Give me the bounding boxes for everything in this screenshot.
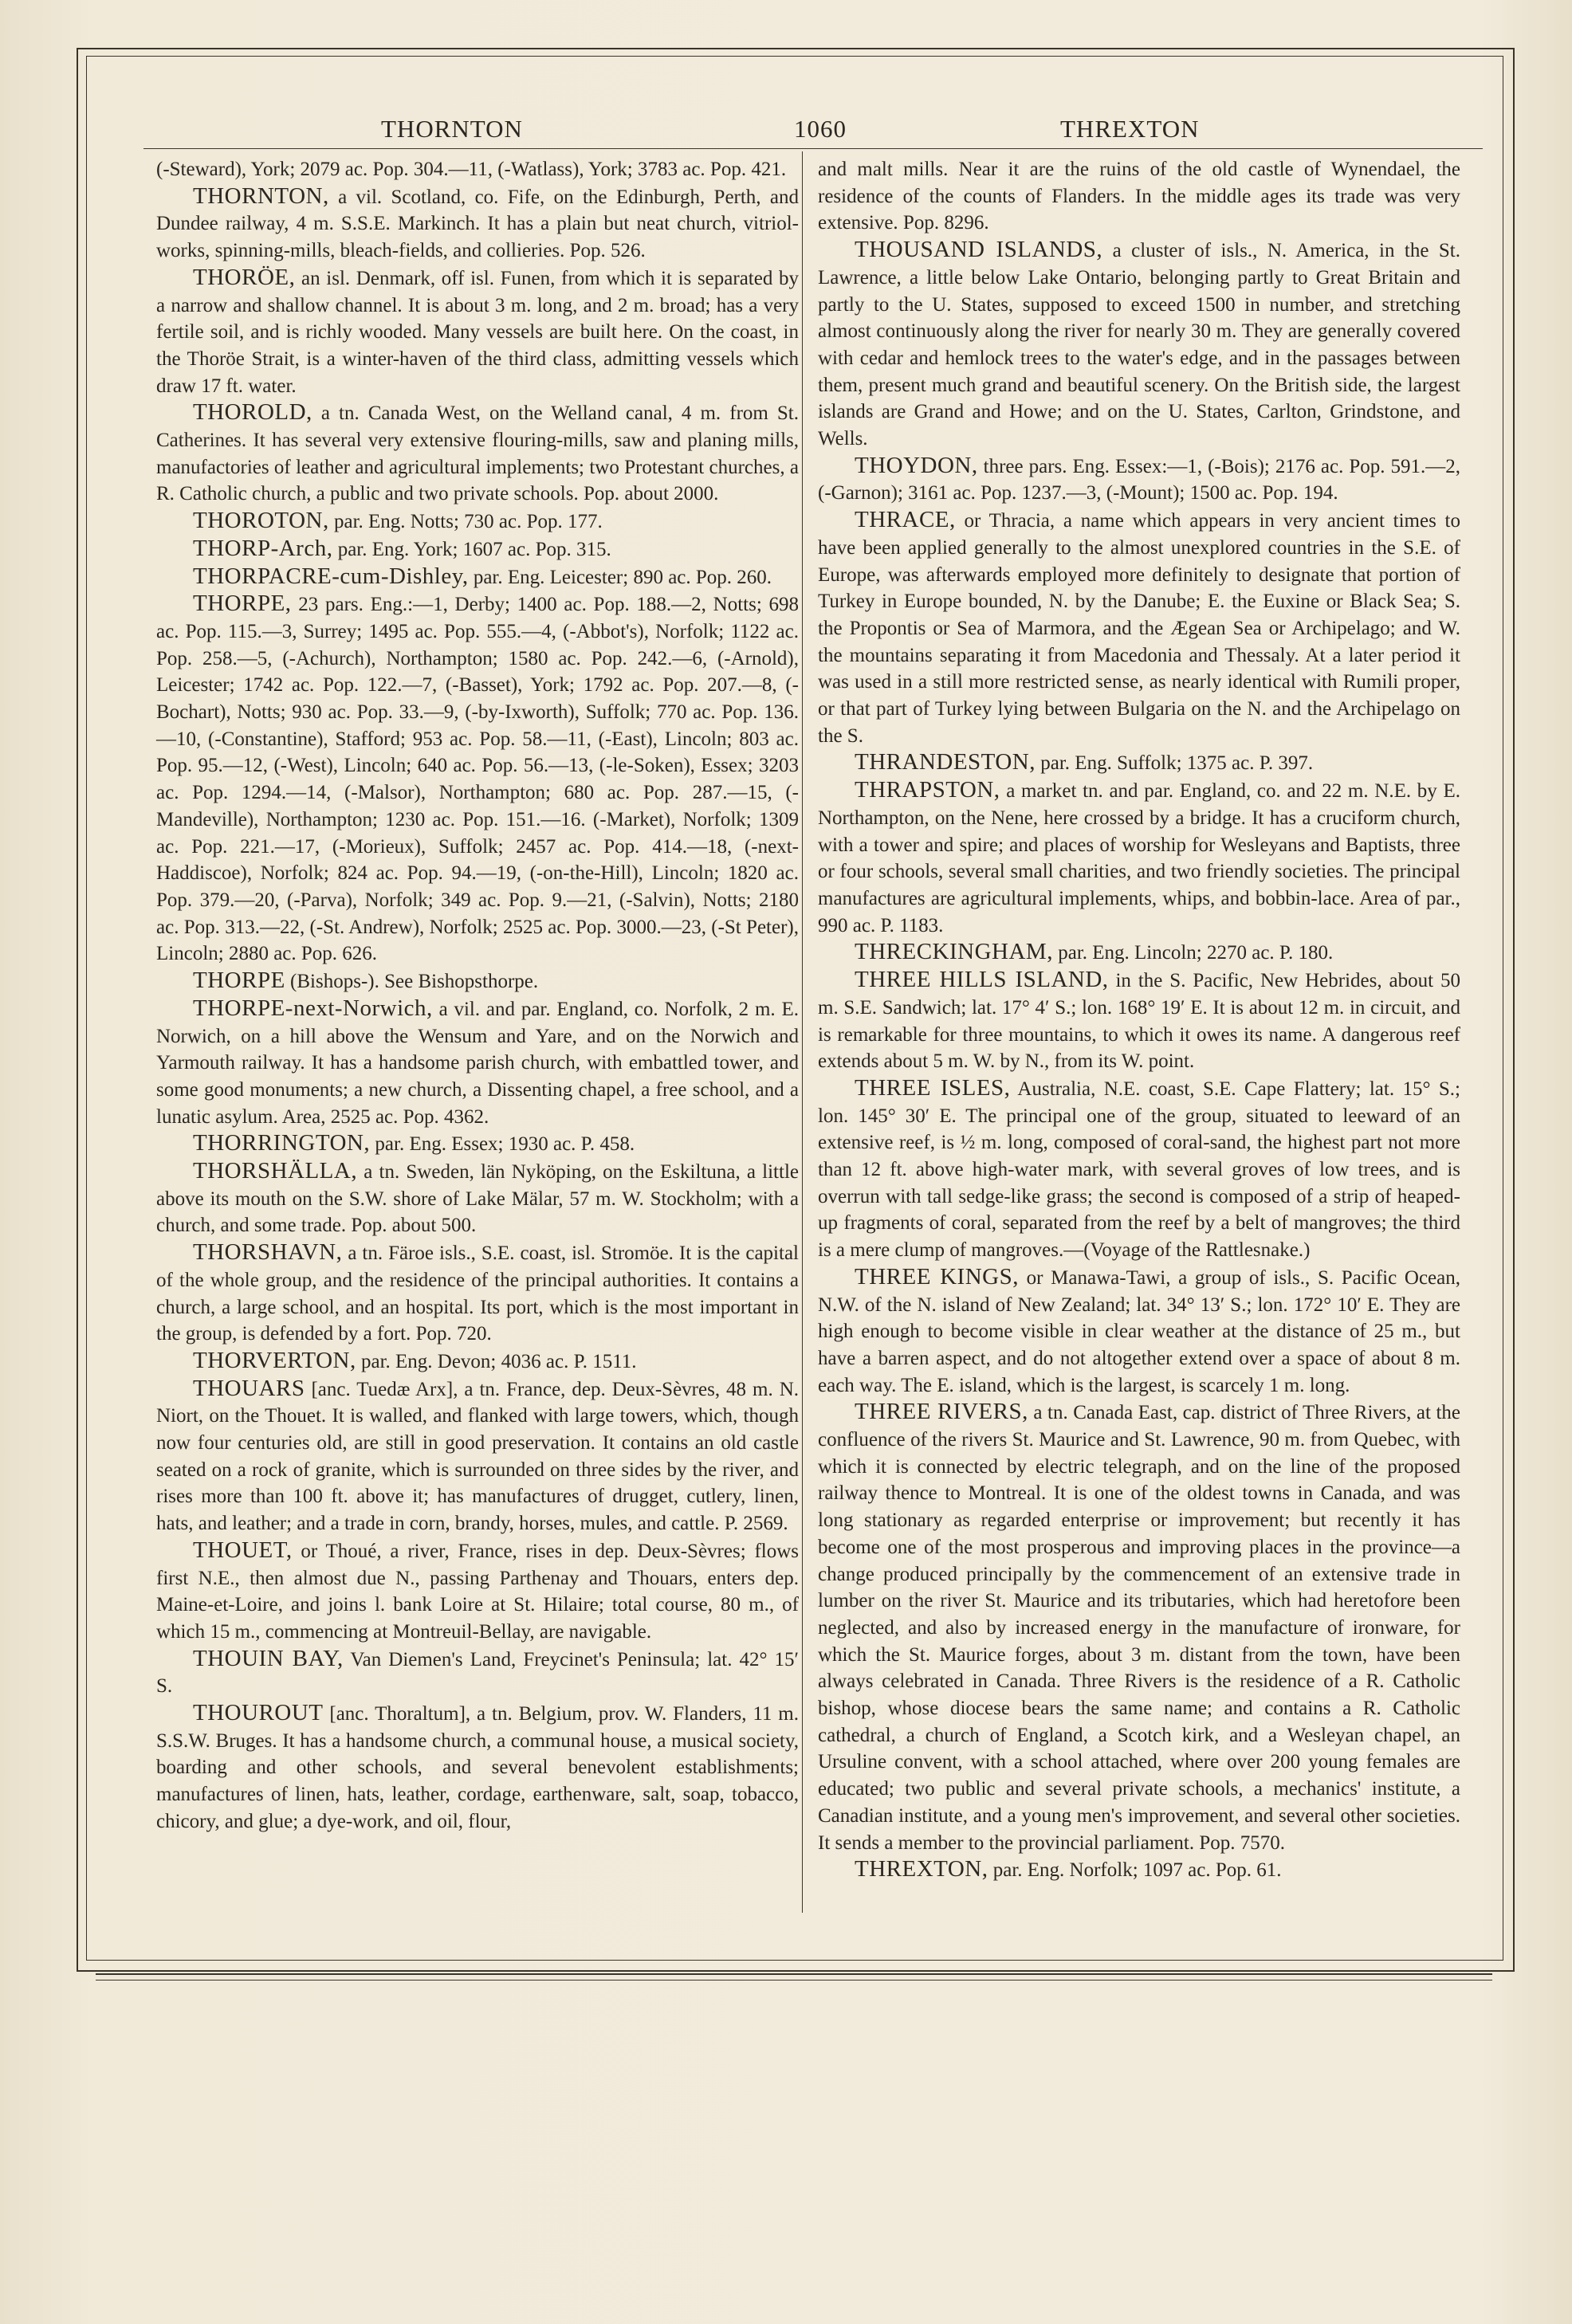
gazetteer-entry — [156, 1376, 799, 1537]
gazetteer-entry — [818, 1264, 1460, 1400]
gazetteer-entry — [156, 1537, 799, 1646]
gazetteer-entry — [818, 1399, 1460, 1856]
entry-headword: THOROTON, — [193, 508, 329, 534]
gazetteer-entry — [156, 1239, 799, 1348]
gazetteer-entry — [818, 507, 1460, 749]
entry-text: [anc. Thoraltum], a tn. Belgium, prov. W. Flanders, 11 m. S.S.W. Bruges. It has a handsome church, a communal house, a musical society, boarding and other schools, and several benevolent establishments; manufactures of linen, hats, leather, cordage, earthenware, salt, soap, tobacco, chicory, and glue; a dye-work, and oil, flour, — [156, 1703, 799, 1832]
entry-headword: THREE KINGS, — [855, 1263, 1019, 1290]
gazetteer-entry — [156, 995, 799, 1131]
entry-text: a tn. Canada West, on the Welland canal, 4 m. from St. Catherines. It has several very extensive flouring-mills, saw and planing mills, manufactories of leather and agricultural implements; two Protestant churches, a R. Catholic church, a public and two private schools. Pop. about 2000. — [156, 402, 799, 505]
gazetteer-entry — [818, 1856, 1460, 1884]
entry-text: a cluster of isls., N. America, in the St. Lawrence, a little below Lake Ontario, belonging partly to Great Britain and partly to the U. States, supposed to exceed 1500 in number, and stretching almost continuously along the river for nearly 30 m. They are generally covered with cedar and hemlock trees to the water's edge, and in the passages between them, present much grand and beautiful scenery. On the British side, the largest islands are Grand and Howe; and on the U. States, Carlton, Grindstone, and Wells. — [818, 240, 1460, 450]
header-left-keyword: THORNTON — [381, 115, 523, 143]
gazetteer-entry — [156, 1158, 799, 1239]
gazetteer-entry — [156, 399, 799, 508]
header-rule — [143, 148, 1483, 149]
entry-headword: THORPE — [193, 968, 285, 994]
left-column — [156, 156, 799, 1835]
entry-headword: THORRINGTON, — [193, 1130, 371, 1156]
bottom-rule-thin — [96, 1980, 1492, 1981]
right-column — [818, 156, 1460, 1884]
entry-text: a tn. Färoe isls., S.E. coast, isl. Stromöe. It is the capital of the whole group, and the residence of the principal authorities. It contains a church, a large school, and an hospital. Its port, which is the most important in the group, is defended by a fort. Pop. 720. — [156, 1242, 799, 1345]
entry-text: or Thoué, a river, France, rises in dep. Deux-Sèvres; flows first N.E., then almost due N., passing Parthenay and Thouars, enters dep. Maine-et-Loire, and joins l. bank Loire at St. Hilaire; total course, 80 m., of which 15 m., commencing at Montreuil-Bellay, are navigable. — [156, 1540, 799, 1643]
gazetteer-entry — [818, 1075, 1460, 1264]
entry-text: Australia, N.E. coast, S.E. Cape Flattery; lat. 15° S.; lon. 145° 30′ E. The principal one of the group, situated to leeward of an extensive reef, is ½ m. long, composed of coral-sand, the highest part not more than 12 ft. above high-water mark, with several groves of low trees, and is overrun with tall sedge-like grass; the second is composed of a strip of heaped-up fragments of coral, separated from the reef by a belt of mangroves; the third is a mere clump of mangroves.—(Voyage of the Rattlesnake.) — [818, 1078, 1460, 1262]
entry-text: a vil. Scotland, co. Fife, on the Edinburgh, Perth, and Dundee railway, 4 m. S.S.E. Markinch. It has a plain but neat church, vitriol-works, spinning-mills, bleach-fields, and collieries. Pop. 526. — [156, 186, 799, 262]
entry-text: par. Eng. Leicester; 890 ac. Pop. 260. — [468, 566, 772, 588]
bottom-rule — [96, 1973, 1492, 1975]
gazetteer-entry — [818, 777, 1460, 939]
entry-text: par. Eng. Notts; 730 ac. Pop. 177. — [328, 511, 603, 533]
gazetteer-entry — [156, 1700, 799, 1835]
entry-text: an isl. Denmark, off isl. Funen, from which it is separated by a narrow and shallow channel. It is about 3 m. long, and 2 m. broad; has a very fertile soil, and is richly wooded. Many vessels are built here. On the coast, in the Thoröe Strait, is a winter-haven of the third class, admitting vessels which draw 17 ft. water. — [156, 267, 799, 397]
gazetteer-entry — [156, 563, 799, 591]
entry-headword: THORVERTON, — [193, 1347, 356, 1373]
entry-headword: THORÖE, — [193, 264, 296, 290]
entry-text: par. Eng. Suffolk; 1375 ac. P. 397. — [1036, 752, 1314, 775]
entry-text: a market tn. and par. England, co. and 22 m. N.E. by E. Northampton, on the Nene, here crossed by a bridge. It has a cruciform church, with a tower and spire; and places of worship for Wesleyans and Baptists, three or four schools, several small charities, and two friendly societies. The principal manufactures are agricultural implements, whips, and bobbin-lace. Area of par., 990 ac. P. 1183. — [818, 780, 1460, 936]
column-divider — [802, 151, 803, 1913]
entry-text: [anc. Tuedæ Arx], a tn. France, dep. Deux-Sèvres, 48 m. N. Niort, on the Thouet. It is walled, and flanked with large towers, which, though now four centuries old, are still in good preservation. It contains an old castle seated on a rock of granite, which is surrounded on three sides by the river, and rises more than 100 ft. above it; has manufactures of drugget, cutlery, linen, hats, and leather; and a trade in corn, brandy, horses, mules, and cattle. P. 2569. — [156, 1378, 799, 1535]
entry-text: a tn. Canada East, cap. district of Three Rivers, at the confluence of the rivers St. Maurice and St. Lawrence, 90 m. from Quebec, with which it is connected by electric telegraph, and on the line of the proposed railway thence to Montreal. It is one of the oldest towns in Canada, and was long stationary as regarded enterprise or improvement; but recently it has become one of the most prosperous and improving places in the province—a change produced principally by the commencement of an extensive trade in lumber on the river St. Maurice and its tributaries, which had heretofore been neglected, and also by increased energy in the manufacture of ironware, for which the St. Maurice forges, about 3 m. distant from the town, have been always celebrated in Canada. Three Rivers is the residence of a R. Catholic bishop, whose diocese bears the same name; and contains a R. Catholic cathedral, a church of England, a Scotch kirk, and a Wesleyan chapel, an Ursuline convent, with a school attached, where over 200 young females are educated; two public and several private schools, a mechanics' institute, a Canadian institute, and a young men's improvement, and several other societies. It sends a member to the provincial parliament. Pop. 7570. — [818, 1402, 1460, 1854]
entry-headword: THOUARS — [193, 1375, 305, 1401]
running-header — [86, 110, 1502, 148]
entry-text: three pars. Eng. Essex:—1, (-Bois); 2176 ac. Pop. 591.—2, (-Garnon); 3161 ac. Pop. 1237.—3, (-Mount); 1500 ac. Pop. 194. — [818, 455, 1460, 504]
gazetteer-entry — [156, 536, 799, 563]
entry-headword: THORSHAVN, — [193, 1239, 343, 1266]
entry-text: par. Eng. Norfolk; 1097 ac. Pop. 61. — [988, 1859, 1282, 1882]
entry-text: in the S. Pacific, New Hebrides, about 50 m. S.E. Sandwich; lat. 17° 4′ S.; lon. 168° 19′ E. It is about 12 m. in circuit, and is remarkable for three mountains, to which it owes its name. A dangerous reef extends about 5 m. W. by N., from its W. point. — [818, 970, 1461, 1073]
entry-headword: THREE HILLS ISLAND, — [855, 967, 1109, 993]
gazetteer-entry — [818, 156, 1460, 237]
gazetteer-entry — [818, 749, 1460, 777]
gazetteer-entry — [818, 939, 1460, 967]
entry-text: par. Eng. Lincoln; 2270 ac. P. 180. — [1052, 942, 1334, 964]
gazetteer-entry — [156, 508, 799, 536]
header-right-keyword: THREXTON — [1060, 115, 1200, 143]
entry-headword: THORPE-next-Norwich, — [193, 995, 433, 1021]
entry-text: (-Steward), York; 2079 ac. Pop. 304.—11, (-Watlass), York; 3783 ac. Pop. 421. — [156, 159, 787, 180]
gazetteer-entry — [156, 1130, 799, 1158]
entry-text: a tn. Sweden, län Nyköping, on the Eskiltuna, a little above its mouth on the S.W. shore of Lake Mälar, 57 m. W. Stockholm; with a church, and some trade. Pop. about 500. — [156, 1161, 799, 1237]
entry-headword: THRACE, — [855, 507, 956, 533]
entry-headword: THORPE, — [193, 591, 292, 617]
entry-text: a vil. and par. England, co. Norfolk, 2 m. E. Norwich, on a hill above the Wensum and Yare, and on the Norwich and Yarmouth railway. It has a handsome parish church, with embattled tower, and some good monuments; a new church, a Dissenting chapel, a free school, and a lunatic asylum. Area, 2525 ac. Pop. 4362. — [156, 998, 799, 1128]
gazetteer-entry — [818, 967, 1460, 1075]
entry-headword: THORNTON, — [193, 183, 329, 209]
entry-text: par. Eng. Essex; 1930 ac. P. 458. — [370, 1133, 635, 1156]
gazetteer-entry — [156, 1646, 799, 1700]
gazetteer-entry — [156, 591, 799, 968]
entry-headword: THREE RIVERS, — [855, 1399, 1028, 1425]
entry-headword: THREXTON, — [855, 1856, 988, 1882]
gazetteer-entry — [156, 1348, 799, 1376]
gazetteer-entry — [156, 183, 799, 265]
page-number: 1060 — [794, 115, 847, 143]
entry-text: par. Eng. York; 1607 ac. Pop. 315. — [332, 538, 611, 560]
entry-headword: THRAPSTON, — [855, 777, 1000, 803]
entry-text: (Bishops-). See Bishopsthorpe. — [285, 971, 539, 993]
entry-headword: THORPACRE-cum-Dishley, — [193, 563, 469, 589]
entry-headword: THRECKINGHAM, — [855, 939, 1053, 965]
entry-headword: THOROLD, — [193, 399, 312, 426]
entry-headword: THOUROUT — [193, 1700, 324, 1726]
entry-headword: THOYDON, — [855, 452, 978, 478]
entry-headword: THOUET, — [193, 1537, 293, 1563]
entry-text: or Thracia, a name which appears in very ancient times to have been applied generally to the almost unexplored countries in the S.E. of Europe, was afterwards employed more definitely to designate that portion of Turkey in Europe bounded, N. by the Danube; E. the Euxine or Black Sea; S. the Propontis or Sea of Marmora, and the Ægean Sea or Archipelago; and W. the mountains separating it from Macedonia and Thessaly. At a later period it was used in a still more restricted sense, as nearly identical with Rumili proper, or that part of Turkey lying between Bulgaria on the N. and the Archipelago on the S. — [818, 510, 1460, 747]
gazetteer-entry — [818, 237, 1460, 453]
entry-headword: THRANDESTON, — [855, 749, 1036, 775]
gazetteer-entry — [156, 968, 799, 995]
entry-headword: THORP-Arch, — [193, 535, 333, 561]
entry-headword: THORSHÄLLA, — [193, 1158, 358, 1184]
entry-headword: THOUSAND ISLANDS, — [855, 237, 1103, 263]
entry-headword: THREE ISLES, — [855, 1074, 1011, 1101]
gazetteer-entry — [818, 453, 1460, 507]
entry-text: Van Diemen's Land, Freycinet's Peninsula; lat. 42° 15′ S. — [156, 1648, 799, 1698]
gazetteer-entry — [156, 265, 799, 400]
entry-text: par. Eng. Devon; 4036 ac. P. 1511. — [356, 1350, 637, 1372]
entry-text: 23 pars. Eng.:—1, Derby; 1400 ac. Pop. 188.—2, Notts; 698 ac. Pop. 115.—3, Surrey; 1495 ac. Pop. 555.—4, (-Abbot's), Norfolk; 1122 ac. Pop. 258.—5, (-Achurch), Northampton; 1580 ac. Pop. 242.—6, (-Arnold), Leicester; 1742 ac. Pop. 122.—7, (-Basset), York; 1792 ac. Pop. 207.—8, (-Bochart), Notts; 930 ac. Pop. 33.—9, (-by-Ixworth), Suffolk; 770 ac. Pop. 136.—10, (-Constantine), Stafford; 953 ac. Pop. 58.—11, (-East), Lincoln; 803 ac. Pop. 95.—12, (-West), Lincoln; 640 ac. Pop. 56.—13, (-le-Soken), Essex; 3203 ac. Pop. 1294.—14, (-Malsor), Northampton; 680 ac. Pop. 287.—15, (-Mandeville), Northampton; 1230 ac. Pop. 151.—16. (-Market), Norfolk; 1309 ac. Pop. 221.—17, (-Morieux), Suffolk; 2457 ac. Pop. 414.—18, (-next-Haddiscoe), Norfolk; 824 ac. Pop. 94.—19, (-on-the-Hill), Lincoln; 1820 ac. Pop. 379.—20, (-Parva), Norfolk; 349 ac. Pop. 9.—21, (-Salvin), Notts; 2180 ac. Pop. 313.—22, (-St. Andrew), Norfolk; 2525 ac. Pop. 3000.—23, (-St Peter), Lincoln; 2880 ac. Pop. 626. — [156, 594, 799, 965]
entry-text: or Manawa-Tawi, a group of isls., S. Pacific Ocean, N.W. of the N. island of New Zealand; lat. 34° 13′ S.; lon. 172° 10′ E. They are high enough to become visible in clear weather at the distance of 25 m., but have a barren aspect, and do not altogether extend over a space of about 8 m. each way. The E. island, which is the largest, is scarcely 1 m. long. — [818, 1266, 1460, 1396]
entry-headword: THOUIN BAY, — [193, 1645, 344, 1671]
entry-text: and malt mills. Near it are the ruins of the old castle of Wynendael, the residence of the counts of Flanders. In the middle ages its trade was very extensive. Pop. 8296. — [818, 159, 1460, 234]
gazetteer-entry — [156, 156, 799, 183]
